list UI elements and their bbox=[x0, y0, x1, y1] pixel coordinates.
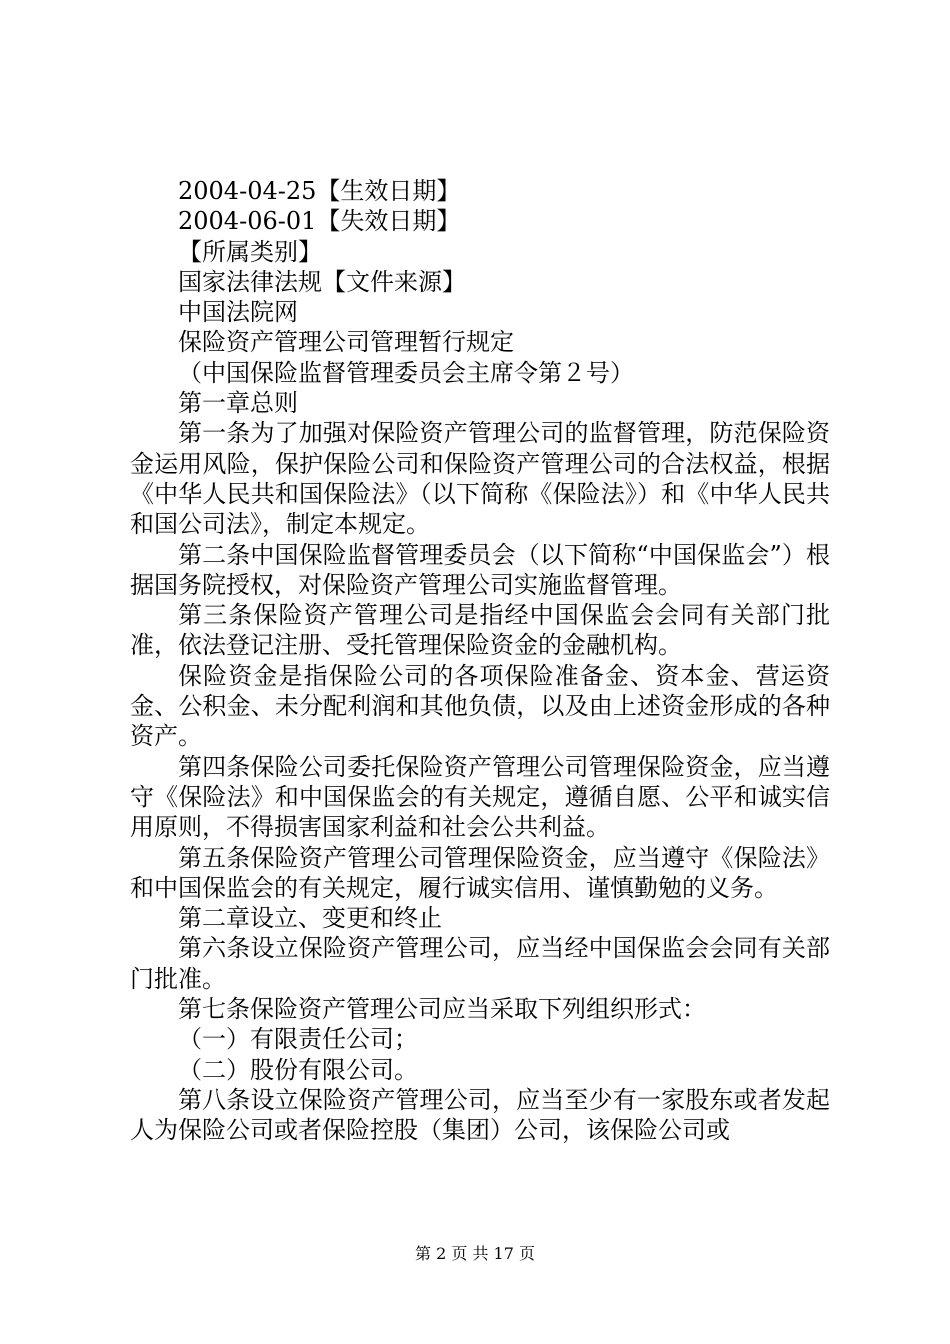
article-4: 第四条保险公司委托保险资产管理公司管理保险资金，应当遵守《保险法》和中国保监会的有关规定，遵循自愿、公平和诚实信用原则，不得损害国家利益和社会公共利益。 bbox=[130, 752, 830, 842]
expiry-date-line: 2004-06-01【失效日期】 bbox=[178, 207, 461, 236]
source-name-line: 中国法院网 bbox=[178, 298, 298, 327]
insurance-funds-definition: 保险资金是指保险公司的各项保险准备金、资本金、营运资金、公积金、未分配利润和其他负债，以及由上述资金形成的各种资产。 bbox=[130, 661, 830, 751]
article-7-item-2: （二）股份有限公司。 bbox=[178, 1055, 418, 1084]
page-number-footer: 第 2 页 共 17 页 bbox=[415, 1244, 535, 1263]
source-line: 国家法律法规【文件来源】 bbox=[178, 267, 466, 296]
article-5: 第五条保险资产管理公司管理保险资金，应当遵守《保险法》和中国保监会的有关规定，履行诚实信用、谨慎勤勉的义务。 bbox=[130, 843, 830, 902]
category-line: 【所属类别】 bbox=[178, 237, 322, 266]
document-body bbox=[130, 176, 830, 1146]
chapter-2-heading: 第二章设立、变更和终止 bbox=[178, 904, 442, 933]
article-8: 第八条设立保险资产管理公司，应当至少有一家股东或者发起人为保险公司或者保险控股（集团）公司，该保险公司或 bbox=[130, 1085, 830, 1145]
article-6: 第六条设立保险资产管理公司，应当经中国保监会会同有关部门批准。 bbox=[130, 934, 830, 993]
effective-date-line: 2004-04-25【生效日期】 bbox=[178, 177, 461, 205]
article-7: 第七条保险资产管理公司应当采取下列组织形式： bbox=[178, 995, 706, 1024]
article-7-item-1: （一）有限责任公司； bbox=[178, 1025, 418, 1054]
order-number-line: （中国保险监督管理委员会主席令第２号） bbox=[178, 358, 634, 387]
article-1: 第一条为了加强对保险资产管理公司的监督管理，防范保险资金运用风险，保护保险公司和保险资产管理公司的合法权益，根据《中华人民共和国保险法》（以下简称《保险法》）和《中华人民共和国公司法》，制定本规定。 bbox=[130, 419, 830, 539]
document-title: 保险资产管理公司管理暂行规定 bbox=[178, 328, 514, 357]
article-2: 第二条中国保险监督管理委员会（以下简称“中国保监会”）根据国务院授权，对保险资产管理公司实施监督管理。 bbox=[130, 540, 830, 599]
chapter-1-heading: 第一章总则 bbox=[178, 389, 298, 418]
article-3: 第三条保险资产管理公司是指经中国保监会会同有关部门批准，依法登记注册、受托管理保险资金的金融机构。 bbox=[130, 601, 830, 660]
